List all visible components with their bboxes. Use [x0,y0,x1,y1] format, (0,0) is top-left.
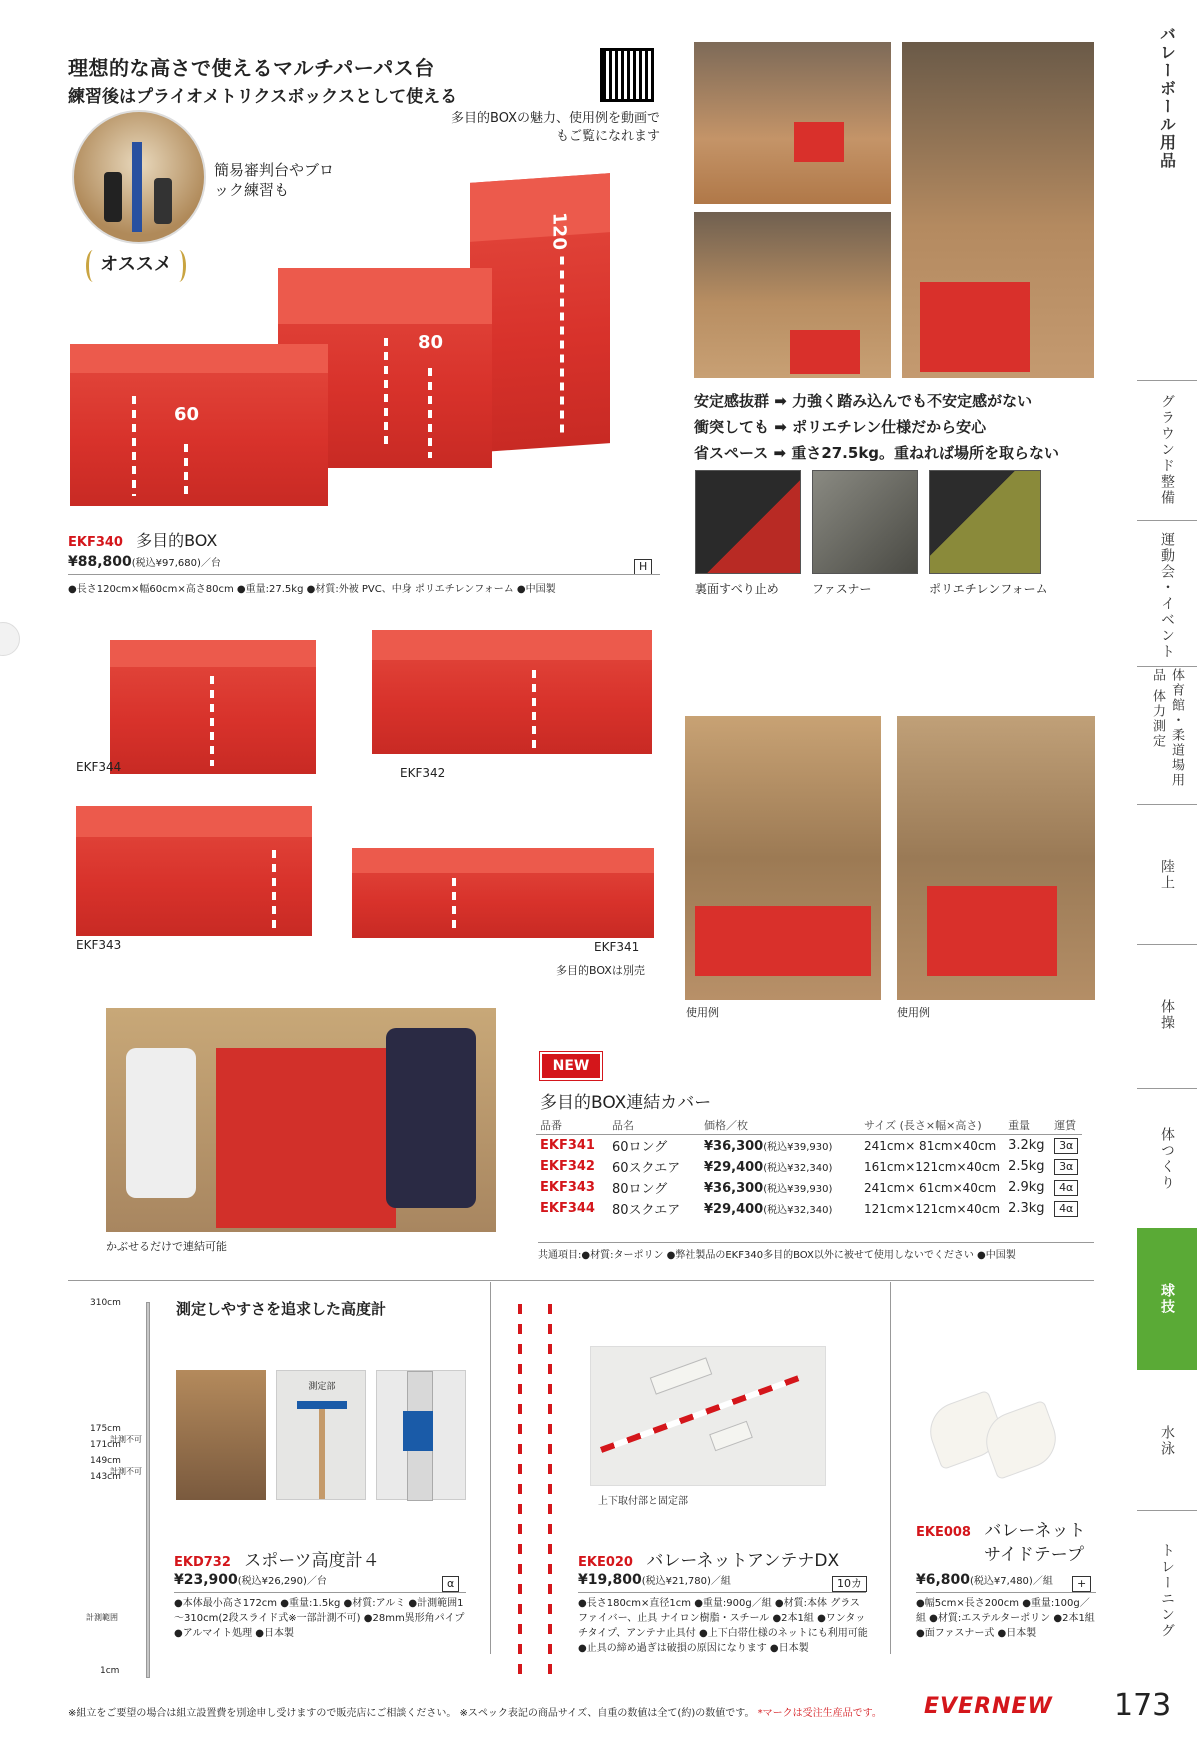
cover-ekf343 [76,806,312,936]
recommend-badge [86,250,186,290]
feature-2 [694,414,1059,440]
row-weight: 2.3kg [1008,1201,1045,1216]
row-ship: 4α [1054,1180,1078,1196]
tab-gymnastics[interactable] [1137,950,1197,1080]
overlay-photo [106,1008,496,1232]
ekd732-name: スポーツ高度計４ [244,1551,380,1571]
footer-note-red: *マークは受注生産品です。 [757,1708,882,1719]
tab-event[interactable] [1137,526,1197,666]
box-small [70,344,328,506]
cover-note: 共通項目:●材質:ターポリン ●弊社製品のEKF340多目的BOX以外に被せて使用しないでください ●中国製 [538,1242,1094,1261]
table-row [536,1198,1082,1219]
tab-event-label: 運動会・イベント [1159,532,1175,660]
eke008-price-value: ¥6,800 [916,1572,971,1588]
scale-149: 149cm [90,1456,121,1466]
scale-1: 1cm [100,1666,120,1676]
eke020-unit: ／組 [710,1576,731,1587]
box-label-120: 120 [548,211,570,251]
arrow-icon: ➡ [774,418,787,436]
label-ekf341: EKF341 [594,940,640,954]
row-price: ¥29,400 [704,1201,764,1217]
ekf340-spec: ●長さ120cm×幅60cm×高さ80cm ●重量:27.5kg ●材質:外被 PVC、中身 ポリエチレンフォーム ●中国製 [68,584,556,595]
height-meter-heading: 測定しやすさを追求した高度計 [176,1300,387,1318]
usage-photo-1 [694,42,891,204]
usage-photo-4 [685,716,881,1000]
binder-hole [0,622,20,656]
nomeasure-2: 計測不可 [110,1467,142,1476]
feature-1-key: 安定感抜群 [694,392,770,410]
row-tax: (税込¥39,930) [763,1183,833,1195]
box-label-60: 60 [174,404,200,425]
hero-subtitle: 練習後はプライオメトリクスボックスとして使える [68,87,458,107]
tab-training[interactable] [1137,1516,1197,1666]
eke008-unit: ／組 [1032,1576,1053,1587]
ekd732-title [174,1546,380,1571]
sidetape-photo [930,1380,1070,1480]
tab-volleyball[interactable] [1137,26,1197,186]
tab-ground[interactable] [1137,390,1197,510]
feature-3 [694,440,1059,466]
row-price: ¥36,300 [704,1180,764,1196]
brand-logo: EVERNEW [924,1694,1053,1719]
height-photo-2 [276,1370,366,1500]
tab-gymnastics-label: 体操 [1159,999,1175,1031]
circle-text: 簡易審判台やブロック練習も [214,161,335,199]
table-row [536,1177,1082,1198]
footer-note [68,1704,882,1719]
eke008-ship-tag: + [1072,1576,1091,1592]
page-number: 173 [1114,1688,1172,1723]
ekd732-price-tax: (税込¥26,290) [237,1576,307,1587]
ekd732-price-value: ¥23,900 [174,1572,238,1588]
eke008-spec: ●幅5cm×長さ200cm ●重量:100g／組 ●材質:エステルターポリン ●2本1組 ●面ファスナー式 ●日本製 [916,1598,1095,1639]
cover-ekf341 [352,848,654,938]
tab-gym-label: 体育館・柔道場用品 体力測定 [1150,668,1184,788]
eke008-name1: バレーネット [984,1521,1086,1541]
footer-note-text: ※組立をご要望の場合は組立設置費を別途申し受けますので販売店にご相談ください。 ※スペック表記の商品サイズ、自重の数値は全て(約)の数値です。 [68,1708,758,1719]
row-price: ¥36,300 [704,1138,764,1154]
scale-143: 143cm [90,1472,121,1482]
row-code: EKF344 [540,1201,595,1216]
table-row [536,1156,1082,1177]
inset-label: 測定部 [308,1382,336,1392]
tab-ground-label: グラウンド整備 [1159,394,1175,506]
detail-zipper [812,470,918,574]
eke020-price [578,1572,731,1588]
height-photo-1 [176,1370,266,1500]
ekf340-code: EKF340 [68,535,123,550]
arrow-icon: ➡ [773,444,787,462]
ekf340-ship-tag: H [634,559,652,575]
height-photo-3 [376,1370,466,1500]
height-scale-bar [146,1302,150,1678]
row-size: 161cm×121cm×40cm [864,1159,1001,1174]
label-ekf343: EKF343 [76,938,122,952]
tab-fitness[interactable] [1137,1094,1197,1224]
scale-171: 171cm [90,1440,121,1450]
row-weight: 2.5kg [1008,1159,1045,1174]
row-code: EKF342 [540,1159,595,1174]
header-size: サイズ (長さ×幅×高さ) [860,1116,1004,1135]
eke020-title [578,1546,839,1571]
feature-2-value: ポリエチレン仕様だから安心 [792,418,987,436]
qr-code[interactable] [600,48,654,102]
nomeasure-1: 計測不可 [110,1435,142,1444]
header-code: 品番 [536,1116,608,1135]
cover-title: 多目的BOX連結カバー [540,1093,712,1113]
arrow-icon: ➡ [774,392,787,410]
sold-separately: 多目的BOXは別売 [556,964,645,977]
tab-swimming[interactable] [1137,1376,1197,1506]
row-ship: 4α [1054,1201,1078,1217]
tab-track[interactable] [1137,810,1197,940]
ekd732-price [174,1572,327,1588]
eke020-code: EKE020 [578,1555,633,1570]
row-tax: (税込¥39,930) [763,1141,833,1153]
row-size: 241cm× 61cm×40cm [864,1180,997,1195]
tab-volleyball-label: バレーボール用品 [1157,26,1177,170]
row-size: 121cm×121cm×40cm [864,1201,1001,1216]
tab-fitness-label: 体つくり [1159,1127,1175,1191]
usage-photo-2 [902,42,1094,378]
ekf340-price-tax: (税込¥97,680) [131,558,201,569]
tab-swimming-label: 水泳 [1159,1425,1175,1457]
new-badge-text: NEW [552,1058,590,1074]
eke020-ship-tag: 10カ [832,1576,867,1592]
row-name: 60スクエア [612,1161,681,1176]
eke008-price [916,1572,1053,1588]
feature-1-value: 力強く踏み込んでも不安定感がない [792,392,1033,410]
row-code: EKF343 [540,1180,595,1195]
cover-table [536,1116,1082,1219]
row-ship: 3α [1054,1138,1078,1154]
row-tax: (税込¥32,340) [763,1204,833,1216]
row-tax: (税込¥32,340) [763,1162,833,1174]
overlay-caption: かぶせるだけで連結可能 [106,1240,227,1253]
feature-3-key: 省スペース [694,444,769,462]
header-weight: 重量 [1004,1116,1050,1135]
ekf340-price-value: ¥88,800 [68,554,132,570]
tab-training-label: トレーニング [1159,1543,1175,1639]
header-price: 価格／枚 [700,1116,860,1135]
cover-ekf342 [372,630,652,754]
ekf340-title [68,528,217,551]
row-weight: 2.9kg [1008,1180,1045,1195]
caption-zipper: ファスナー [812,582,872,596]
eke008-name2: サイドテープ [984,1545,1084,1565]
feature-list [694,388,1059,466]
eke008-title [916,1520,1086,1566]
row-price: ¥29,400 [704,1159,764,1175]
ekf340-name: 多目的BOX [136,531,218,550]
usage-caption-2: 使用例 [897,1006,930,1019]
cover-table-wrap [536,1116,1082,1219]
label-ekf344: EKF344 [76,760,122,774]
antenna-caption: 上下取付部と固定部 [598,1496,688,1507]
tab-gym[interactable] [1137,668,1197,798]
header-name: 品名 [608,1116,700,1135]
cover-ekf344 [110,640,316,774]
eke020-name: バレーネットアンテナDX [646,1551,840,1571]
row-size: 241cm× 81cm×40cm [864,1138,997,1153]
qr-text: 多目的BOXの魅力、使用例を動画でもご覧になれます [451,111,660,144]
row-ship: 3α [1054,1159,1078,1175]
eke020-spec: ●長さ180cm×直径1cm ●重量:900g／組 ●材質:本体 グラスファイバー、止具 ナイロン樹脂・スチール ●2本1組 ●ワンタッチタイプ、アンテナ止具付 ●上下白帯仕様のネットにも利用可能 ●止具の締め過ぎは破損の原因になります ●日本製 [578,1598,868,1654]
row-name: 60ロング [612,1140,668,1155]
ekd732-spec: ●本体最小高さ172cm ●重量:1.5kg ●材質:アルミ ●計測範囲1～310cm(2段スライド式※一部計測不可) ●28mm異形角パイプ ●アルマイト処理 ●日本製 [174,1598,465,1639]
usage-caption-1: 使用例 [686,1006,719,1019]
row-weight: 3.2kg [1008,1138,1045,1153]
ekd732-code: EKD732 [174,1555,231,1570]
eke020-price-value: ¥19,800 [578,1572,642,1588]
scale-310: 310cm [90,1298,121,1308]
row-name: 80スクエア [612,1203,681,1218]
caption-antislip: 裏面すべり止め [695,582,779,596]
tab-track-label: 陸上 [1159,859,1175,891]
usage-photo-5 [897,716,1095,1000]
table-row [536,1135,1082,1157]
antenna-pole-2 [548,1304,552,1680]
ekf340-unit: ／台 [200,558,221,569]
eke008-code: EKE008 [916,1525,971,1540]
row-name: 80ロング [612,1182,668,1197]
usage-photo-3 [694,212,891,378]
new-badge [540,1052,602,1080]
tab-ballgames[interactable] [1137,1228,1197,1370]
row-code: EKF341 [540,1138,595,1153]
eke008-price-tax: (税込¥7,480) [970,1576,1033,1587]
scale-175: 175cm [90,1424,121,1434]
range-label: 計測範囲 [86,1613,118,1622]
eke020-price-tax: (税込¥21,780) [641,1576,711,1587]
referee-photo [72,110,206,244]
header-ship: 運賃 [1050,1116,1082,1135]
ekd732-ship-tag: α [442,1576,459,1592]
box-label-80: 80 [418,332,444,353]
hero-title: 理想的な高さで使えるマルチパーパス台 [68,56,435,80]
badge-text: オススメ [100,254,172,275]
feature-3-value: 重さ27.5kg。重ねれば場所を取らない [791,444,1060,462]
feature-2-key: 衝突しても [694,418,770,436]
ekf340-price [68,554,221,570]
caption-foam: ポリエチレンフォーム [929,582,1048,596]
antenna-photo [590,1346,826,1486]
feature-1 [694,388,1059,414]
label-ekf342: EKF342 [400,766,446,780]
detail-antislip [695,470,801,574]
antenna-pole-1 [518,1304,522,1680]
table-header [536,1116,1082,1135]
tab-ballgames-label: 球技 [1159,1283,1175,1315]
ekd732-unit: ／台 [306,1576,327,1587]
detail-foam [929,470,1041,574]
